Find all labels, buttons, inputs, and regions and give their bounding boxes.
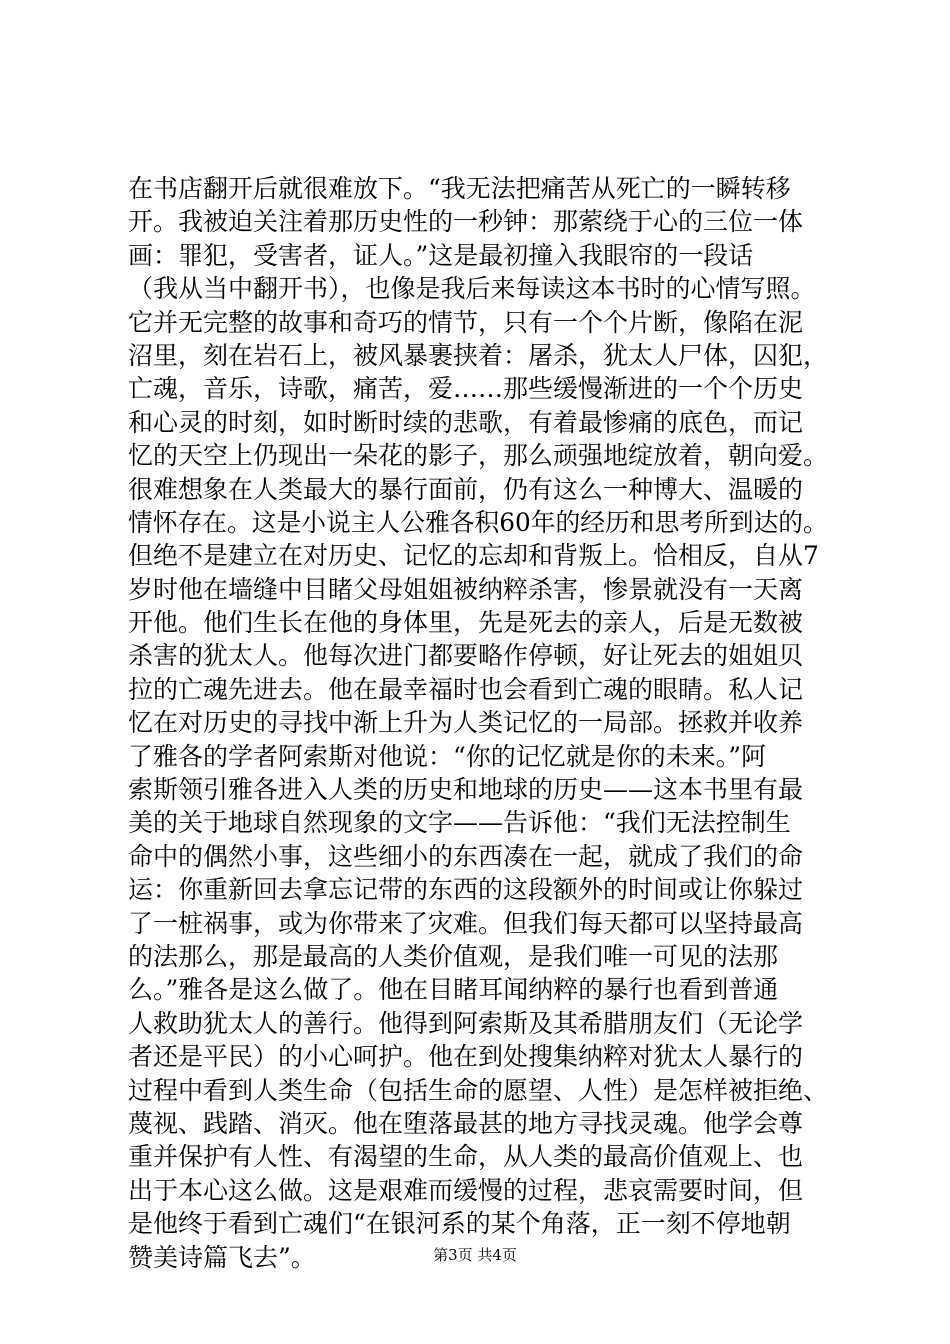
text-line: 亡魂，音乐，诗歌，痛苦，爱……那些缓慢渐进的一个个历史 — [128, 374, 804, 404]
text-line: 开他。他们生长在他的身体里，先是死去的亲人，后是无数被 — [128, 608, 804, 638]
text-line: 重并保护有人性、有渴望的生命，从人类的最高价值观上、也 — [128, 1142, 804, 1172]
text-line: 岁时他在墙缝中目睹父母姐姐被纳粹杀害，惨景就没有一天离 — [128, 574, 804, 604]
text-line: 运：你重新回去拿忘记带的东西的这段额外的时间或让你躲过 — [128, 875, 804, 905]
text-line: 者还是平民）的小心呵护。他在到处搜集纳粹对犹太人暴行的 — [128, 1042, 804, 1072]
text-line: 了一桩祸事，或为你带来了灾难。但我们每天都可以坚持最高 — [128, 908, 804, 938]
text-line: （我从当中翻开书），也像是我后来每读这本书时的心情写照。 — [128, 274, 816, 304]
text-line: 画：罪犯，受害者，证人。”这是最初撞入我眼帘的一段话 — [128, 240, 754, 270]
text-line: 情怀存在。这是小说主人公雅各积60年的经历和思考所到达的。 — [128, 507, 828, 537]
text-line: 的法那么，那是最高的人类价值观，是我们唯一可见的法那 — [128, 941, 779, 971]
text-line: 和心灵的时刻，如时断时续的悲歌，有着最惨痛的底色，而记 — [128, 407, 804, 437]
text-line: 人救助犹太人的善行。他得到阿索斯及其希腊朋友们（无论学 — [128, 1008, 804, 1038]
text-line: 是他终于看到亡魂们“在银河系的某个角落，正一刻不停地朝 — [128, 1209, 791, 1239]
text-line: 忆在对历史的寻找中渐上升为人类记忆的一局部。拯救并收养 — [128, 708, 804, 738]
text-line: 蔑视、践踏、消灭。他在堕落最甚的地方寻找灵魂。他学会尊 — [128, 1108, 804, 1138]
text-line: 赞美诗篇飞去”。 — [128, 1242, 316, 1272]
text-line: 它并无完整的故事和奇巧的情节，只有一个个片断，像陷在泥 — [128, 307, 804, 337]
text-line: 出于本心这么做。这是艰难而缓慢的过程，悲哀需要时间，但 — [128, 1175, 804, 1205]
body-paragraph — [128, 172, 828, 1274]
text-line: 拉的亡魂先进去。他在最幸福时也会看到亡魂的眼睛。私人记 — [128, 674, 804, 704]
text-line: 开。我被迫关注着那历史性的一秒钟：那萦绕于心的三位一体 — [128, 207, 804, 237]
text-line: 沼里，刻在岩石上，被风暴裹挟着：屠杀，犹太人尸体，囚犯， — [128, 340, 829, 370]
text-line: 美的关于地球自然现象的文字——告诉他：“我们无法控制生 — [128, 808, 791, 838]
text-line: 过程中看到人类生命（包括生命的愿望、人性）是怎样被拒绝、 — [128, 1075, 829, 1105]
text-line: 了雅各的学者阿索斯对他说：“你的记忆就是你的未来。”阿 — [128, 741, 767, 771]
text-line: 在书店翻开后就很难放下。“我无法把痛苦从死亡的一瞬转移 — [128, 174, 791, 203]
text-line: 杀害的犹太人。他每次进门都要略作停顿，好让死去的姐姐贝 — [128, 641, 804, 671]
text-line: 命中的偶然小事，这些细小的东西凑在一起，就成了我们的命 — [128, 841, 804, 871]
text-line: 忆的天空上仍现出一朵花的影子，那么顽强地绽放着，朝向爱。 — [128, 441, 829, 471]
text-line: 么。”雅各是这么做了。他在目睹耳闻纳粹的暴行也看到普通 — [128, 975, 779, 1005]
page-footer: 第3页 共4页 — [433, 1246, 517, 1264]
text-line: 索斯领引雅各进入人类的历史和地球的历史——这本书里有最 — [128, 775, 804, 805]
text-line: 很难想象在人类最大的暴行面前，仍有这么一种博大、温暖的 — [128, 474, 804, 504]
text-line: 但绝不是建立在对历史、记忆的忘却和背叛上。恰相反，自从7 — [128, 541, 819, 571]
